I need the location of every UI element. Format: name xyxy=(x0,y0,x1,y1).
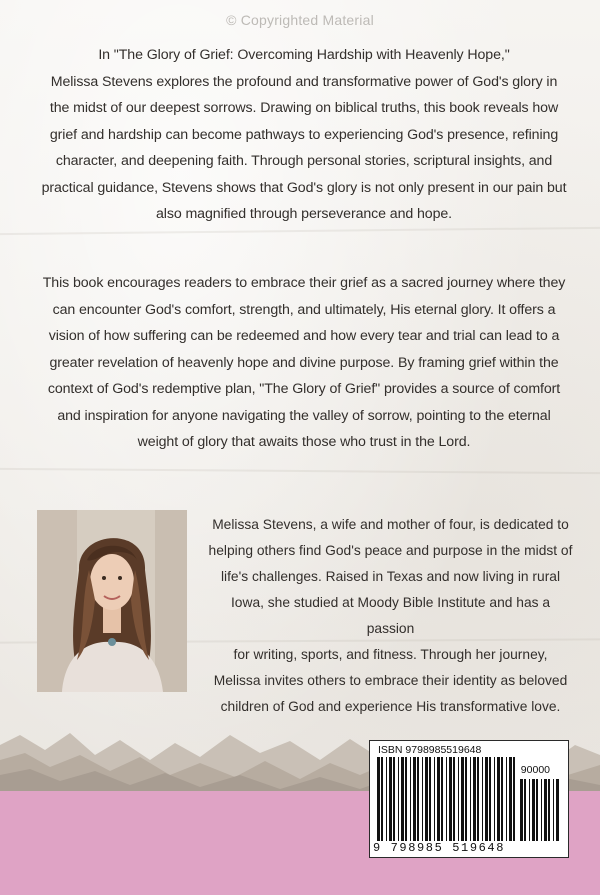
barcode-bar xyxy=(470,757,471,841)
barcode-bar xyxy=(453,757,455,841)
barcode-bar xyxy=(441,757,443,841)
barcode-bar xyxy=(410,757,411,841)
barcode-bar xyxy=(389,757,392,841)
paper-crease xyxy=(0,468,600,474)
text-line: This book encourages readers to embrace their grief as a sacred journey where they xyxy=(42,275,566,291)
barcode-bar xyxy=(465,757,467,841)
barcode-bars xyxy=(377,757,527,841)
barcode-bar xyxy=(434,757,435,841)
text-line: In "The Glory of Grief: Overcoming Hardship with Heavenly Hope," xyxy=(98,47,510,63)
barcode-bar xyxy=(417,757,419,841)
copyright-watermark: © Copyrighted Material xyxy=(226,12,374,28)
barcode-bar xyxy=(544,779,547,841)
barcode-bar xyxy=(489,757,491,841)
barcode-bar xyxy=(501,757,503,841)
barcode-bar xyxy=(381,757,383,841)
barcode-bar xyxy=(548,779,550,841)
price-barcode-bars xyxy=(520,779,564,841)
barcode-bar xyxy=(477,757,479,841)
barcode-bar xyxy=(520,779,523,841)
barcode-bar xyxy=(425,757,428,841)
text-line: weight of glory that awaits those who trust in the Lord. xyxy=(137,434,471,450)
text-line: the midst of our deepest sorrows. Drawing on biblical truths, this book reveals how xyxy=(49,100,559,116)
barcode-bar xyxy=(524,779,526,841)
text-line: grief and hardship can become pathways to experiencing God's presence, refining xyxy=(49,126,559,143)
text-line: greater revelation of heavenly hope and divine purpose. By framing grief within the xyxy=(49,354,559,371)
isbn-barcode xyxy=(369,740,569,858)
text-line: Melissa Stevens, a wife and mother of four, is dedicated to xyxy=(212,517,569,532)
barcode-bar xyxy=(485,757,488,841)
text-line: practical guidance, Stevens shows that God's glory is not only present in our pain but xyxy=(41,179,567,196)
barcode-bar xyxy=(536,779,538,841)
barcode-bar xyxy=(413,757,416,841)
barcode-bar xyxy=(398,757,399,841)
text-line: Iowa, she studied at Moody Bible Institute and has a passion xyxy=(230,595,551,636)
author-portrait-icon xyxy=(37,510,187,692)
text-line: Melissa Stevens explores the profound and transformative power of God's glory in xyxy=(50,73,558,90)
barcode-bar xyxy=(509,757,512,841)
barcode-bar xyxy=(393,757,395,841)
barcode-bar xyxy=(556,779,559,841)
barcode-bar xyxy=(506,757,507,841)
barcode-bar xyxy=(405,757,407,841)
paper-crease xyxy=(0,227,600,235)
barcode-bar xyxy=(449,757,452,841)
description-paragraph-2 xyxy=(34,270,574,456)
barcode-bar xyxy=(446,757,447,841)
barcode-bar xyxy=(553,779,554,841)
isbn-digits: 9 798985 519648 xyxy=(373,841,506,855)
barcode-bar xyxy=(422,757,423,841)
barcode-bar xyxy=(473,757,476,841)
text-line: can encounter God's comfort, strength, and ultimately, His eternal glory. It offers a xyxy=(52,301,556,318)
barcode-bar xyxy=(482,757,483,841)
text-line: for writing, sports, and fitness. Through her journey, xyxy=(233,647,548,662)
text-line: and inspiration for anyone navigating the valley of sorrow, pointing to the eternal xyxy=(57,407,551,424)
barcode-bar xyxy=(532,779,535,841)
text-line: helping others find God's peace and purpose in the midst of xyxy=(208,543,573,558)
text-line: life's challenges. Raised in Texas and now living in rural xyxy=(220,569,561,584)
barcode-bar xyxy=(429,757,431,841)
description-paragraph-1 xyxy=(34,42,574,228)
barcode-bar xyxy=(497,757,500,841)
barcode-bar xyxy=(529,779,530,841)
price-code: 90000 xyxy=(520,764,550,776)
author-bio xyxy=(208,512,573,720)
text-line: context of God's redemptive plan, "The Glory of Grief" provides a source of comfort xyxy=(47,381,561,397)
barcode-bar xyxy=(458,757,459,841)
isbn-label: ISBN 9798985519648 xyxy=(378,744,482,756)
author-photo xyxy=(37,510,187,692)
text-line: vision of how suffering can be redeemed and how every tear and trial can lead to a xyxy=(48,328,560,344)
text-line: character, and deepening faith. Through personal stories, scriptural insights, and xyxy=(55,153,553,169)
barcode-bar xyxy=(494,757,495,841)
barcode-bar xyxy=(377,757,380,841)
text-line: also magnified through perseverance and hope. xyxy=(155,206,452,222)
text-line: children of God and experience His transformative love. xyxy=(220,699,561,714)
barcode-bar xyxy=(386,757,387,841)
barcode-bar xyxy=(401,757,404,841)
barcode-bar xyxy=(437,757,440,841)
text-line: Melissa invites others to embrace their identity as beloved xyxy=(213,673,568,688)
barcode-bar xyxy=(541,779,542,841)
barcode-bar xyxy=(461,757,464,841)
barcode-bar xyxy=(513,757,515,841)
